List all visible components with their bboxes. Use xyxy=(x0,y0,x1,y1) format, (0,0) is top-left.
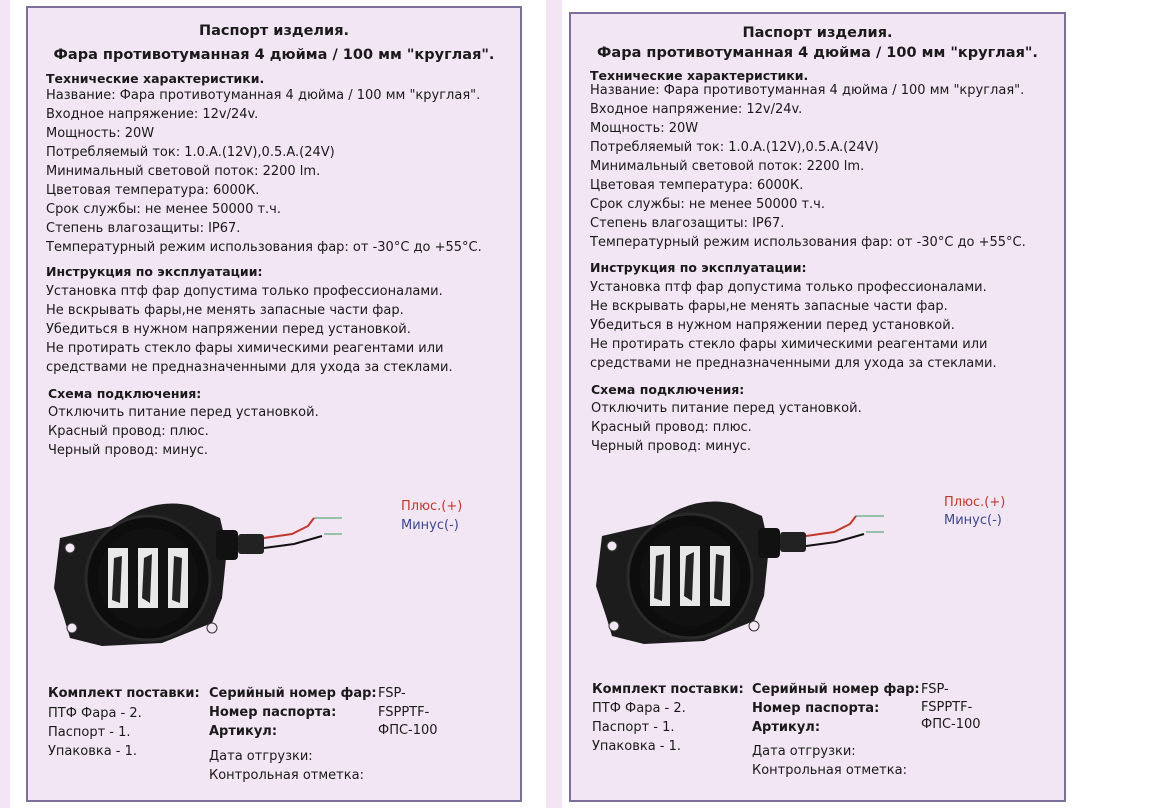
background-strip-left xyxy=(0,0,10,808)
wiring-line: Отключить питание перед установкой. xyxy=(591,401,862,416)
spec-line: Минимальный световой поток: 2200 lm. xyxy=(590,159,865,174)
kit-item: Паспорт - 1. xyxy=(592,720,675,735)
kit-item: Упаковка - 1. xyxy=(592,739,682,754)
usage-line: Убедиться в нужном напряжении перед установкой. xyxy=(46,322,411,337)
plus-label: Плюс.(+) xyxy=(944,495,1006,510)
fog-lamp-diagram xyxy=(584,476,884,656)
kit-item: Паспорт - 1. xyxy=(48,725,131,740)
passport-title: Паспорт изделия. xyxy=(742,25,893,41)
wiring-heading: Схема подключения: xyxy=(591,382,745,397)
usage-line: Не протирать стекло фары химическими реагентами или xyxy=(46,341,444,356)
specs-heading: Технические характеристики. xyxy=(46,71,265,86)
spec-line: Название: Фара противотуманная 4 дюйма / 100 мм "круглая". xyxy=(590,83,1025,98)
code-value: FSP- xyxy=(921,682,949,697)
control-mark-label: Контрольная отметка: xyxy=(209,768,364,783)
passport-title: Паспорт изделия. xyxy=(198,23,350,39)
usage-line: Не вскрывать фары,не менять запасные части фар. xyxy=(46,303,404,318)
kit-heading: Комплект поставки: xyxy=(592,682,744,697)
spec-line: Минимальный световой поток: 2200 lm. xyxy=(46,164,321,179)
wiring-heading: Схема подключения: xyxy=(48,386,202,401)
article-label: Артикул: xyxy=(209,724,278,739)
wiring-line: Красный провод: плюс. xyxy=(48,424,209,439)
wiring-line: Черный провод: минус. xyxy=(48,443,209,458)
kit-item: ПТФ Фара - 2. xyxy=(592,701,686,716)
spec-line: Цветовая температура: 6000К. xyxy=(46,183,260,198)
specs-heading: Технические характеристики. xyxy=(590,68,809,83)
usage-line: средствами не предназначенными для ухода за стеклами. xyxy=(46,360,453,375)
passport-number-label: Номер паспорта: xyxy=(209,705,337,720)
plus-label: Плюс.(+) xyxy=(401,499,463,514)
spec-line: Цветовая температура: 6000К. xyxy=(590,178,804,193)
control-mark-label: Контрольная отметка: xyxy=(752,763,907,778)
spec-line: Срок службы: не менее 50000 т.ч. xyxy=(590,197,825,212)
spec-line: Мощность: 20W xyxy=(46,126,155,141)
spec-line: Потребляемый ток: 1.0.A.(12V),0.5.A.(24V) xyxy=(590,140,879,155)
product-title: Фара противотуманная 4 дюйма / 100 мм "круглая". xyxy=(597,45,1038,61)
ship-date-label: Дата отгрузки: xyxy=(752,744,856,759)
code-value: FSPPTF- xyxy=(921,700,973,715)
article-label: Артикул: xyxy=(752,720,821,735)
spec-line: Мощность: 20W xyxy=(590,121,699,136)
wiring-line: Черный провод: минус. xyxy=(591,439,752,454)
passport-number-label: Номер паспорта: xyxy=(752,701,880,716)
usage-line: Не вскрывать фары,не менять запасные части фар. xyxy=(590,299,948,314)
usage-line: Убедиться в нужном напряжении перед установкой. xyxy=(590,318,955,333)
spec-line: Степень влагозащиты: IP67. xyxy=(590,216,785,231)
kit-heading: Комплект поставки: xyxy=(48,686,200,701)
passport-card-right xyxy=(569,12,1066,802)
code-value: FSPPTF- xyxy=(378,705,430,720)
spec-line: Потребляемый ток: 1.0.A.(12V),0.5.A.(24V) xyxy=(46,145,335,160)
product-title: Фара противотуманная 4 дюйма / 100 мм "круглая". xyxy=(53,47,495,63)
wiring-line: Красный провод: плюс. xyxy=(591,420,752,435)
serial-label: Серийный номер фар: xyxy=(752,682,920,697)
ship-date-label: Дата отгрузки: xyxy=(209,749,313,764)
spec-line: Температурный режим использования фар: от -30°C до +55°C. xyxy=(46,240,482,255)
spec-line: Степень влагозащиты: IP67. xyxy=(46,221,241,236)
usage-line: средствами не предназначенными для ухода за стеклами. xyxy=(590,356,997,371)
code-value: ФПС-100 xyxy=(921,717,981,732)
kit-item: Упаковка - 1. xyxy=(48,744,138,759)
spec-line: Температурный режим использования фар: от -30°C до +55°C. xyxy=(590,235,1026,250)
passport-card-left xyxy=(26,6,522,802)
minus-label: Минус(-) xyxy=(401,518,459,533)
minus-label: Минус(-) xyxy=(944,513,1002,528)
spec-line: Название: Фара противотуманная 4 дюйма / 100 мм "круглая". xyxy=(46,88,481,103)
wiring-line: Отключить питание перед установкой. xyxy=(48,405,319,420)
kit-item: ПТФ Фара - 2. xyxy=(48,706,142,721)
spec-line: Срок службы: не менее 50000 т.ч. xyxy=(46,202,281,217)
fog-lamp-diagram xyxy=(42,478,342,658)
spec-line: Входное напряжение: 12v/24v. xyxy=(46,107,259,122)
usage-heading: Инструкция по эксплуатации: xyxy=(46,264,263,279)
usage-heading: Инструкция по эксплуатации: xyxy=(590,260,807,275)
code-value: FSP- xyxy=(378,686,406,701)
usage-line: Не протирать стекло фары химическими реагентами или xyxy=(590,337,988,352)
usage-line: Установка птф фар допустима только профессионалами. xyxy=(590,280,987,295)
spec-line: Входное напряжение: 12v/24v. xyxy=(590,102,803,117)
usage-line: Установка птф фар допустима только профессионалами. xyxy=(46,284,443,299)
code-value: ФПС-100 xyxy=(378,723,438,738)
background-strip-middle xyxy=(546,0,562,808)
serial-label: Серийный номер фар: xyxy=(209,686,377,701)
